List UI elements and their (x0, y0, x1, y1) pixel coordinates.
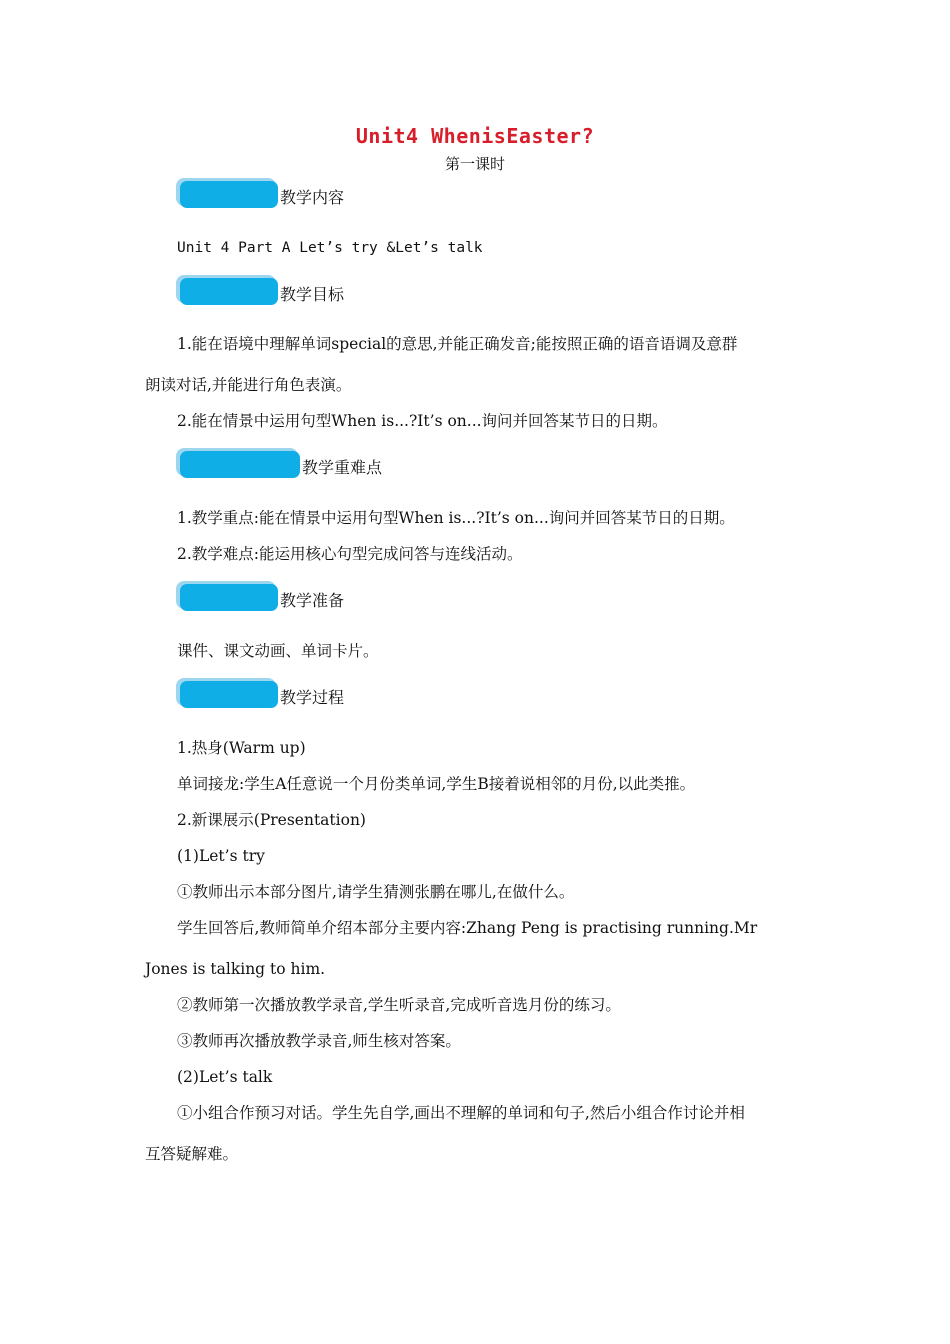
warmup-text: 单词接龙:学生A任意说一个月份类单词,学生B接着说相邻的月份,以此类推。 (177, 775, 696, 793)
section-preparation-label: 教学准备 (280, 591, 345, 610)
section-content-label: 教学内容 (280, 188, 345, 207)
lesson-subtitle: 第一课时 (444, 155, 505, 173)
section-content-heading (176, 174, 344, 208)
presentation-title: 2.新课展示(Presentation) (177, 811, 366, 829)
section-badge (176, 178, 278, 208)
preparation-text: 课件、课文动画、单词卡片。 (177, 642, 379, 660)
lets-try-step-3: ③教师再次播放教学录音,师生核对答案。 (177, 1032, 461, 1050)
document-title: Unit4 WhenisEaster? (355, 124, 595, 148)
lets-try-step-1b-line-1: 学生回答后,教师简单介绍本部分主要内容:Zhang Peng is practising running.Mr (177, 919, 758, 937)
lets-talk-step-1-line-2: 互答疑解难。 (145, 1145, 239, 1163)
warmup-title: 1.热身(Warm up) (177, 739, 306, 757)
section-goals-heading (176, 271, 344, 305)
section-keypoints-label: 教学重难点 (302, 458, 383, 477)
section-process-label: 教学过程 (280, 688, 345, 707)
section-badge (176, 581, 278, 611)
goal-item-2: 2.能在情景中运用句型When is...?It’s on...询问并回答某节日的日期。 (177, 412, 668, 430)
content-text: Unit 4 Part A Let’s try &Let’s talk (177, 240, 483, 256)
goal-item-1-line-2: 朗读对话,并能进行角色表演。 (145, 376, 352, 394)
keypoint-item-1: 1.教学重点:能在情景中运用句型When is...?It’s on...询问并回答某节日的日期。 (177, 509, 735, 527)
section-badge (176, 448, 300, 478)
goal-item-1-line-1: 1.能在语境中理解单词special的意思,并能正确发音;能按照正确的语音语调及意群 (177, 335, 738, 353)
keypoint-item-2: 2.教学难点:能运用核心句型完成问答与连线活动。 (177, 545, 523, 563)
lets-try-step-1: ①教师出示本部分图片,请学生猜测张鹏在哪儿,在做什么。 (177, 883, 575, 901)
lets-talk-step-1-line-1: ①小组合作预习对话。学生先自学,画出不理解的单词和句子,然后小组合作讨论并相 (177, 1104, 745, 1122)
section-process-heading (176, 674, 344, 708)
section-badge (176, 275, 278, 305)
section-keypoints-heading (176, 444, 382, 478)
section-preparation-heading (176, 577, 344, 611)
lets-try-step-1b-line-2: Jones is talking to him. (145, 960, 326, 978)
lets-try-step-2: ②教师第一次播放教学录音,学生听录音,完成听音选月份的练习。 (177, 996, 621, 1014)
lets-talk-title: (2)Let’s talk (177, 1068, 273, 1086)
section-goals-label: 教学目标 (280, 285, 345, 304)
section-badge (176, 678, 278, 708)
lets-try-title: (1)Let’s try (177, 847, 265, 865)
